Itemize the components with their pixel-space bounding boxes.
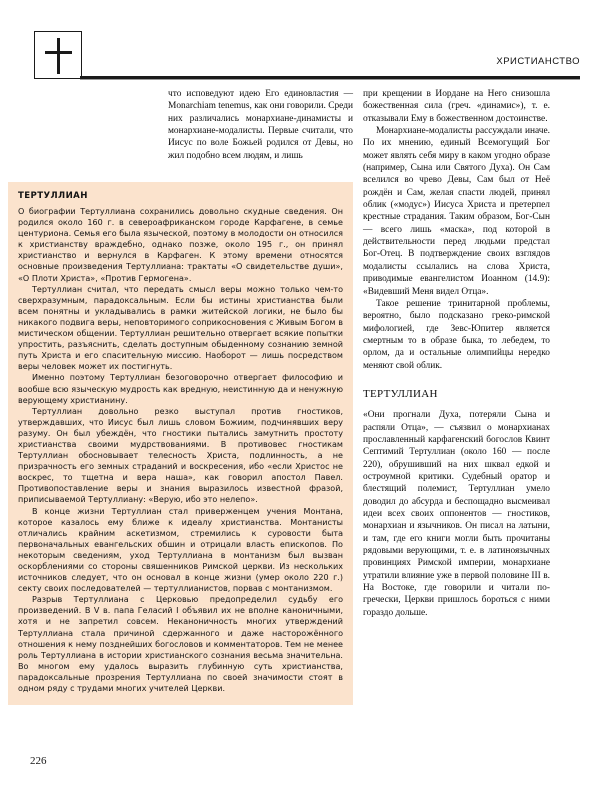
page-header bbox=[0, 0, 600, 80]
paragraph: что исповедуют идею Его единовластия — Monarchiam tenemus, как они говорили. Среди них различались монархиане-динамисты и монархиане-модалисты. Первые считали, что Иисус по воле Божьей родился от Девы, но жил подобно всем людям, и лишь bbox=[168, 89, 353, 161]
sidebar-panel-tertullian bbox=[8, 182, 353, 705]
sidebar-paragraph: О биографии Тертуллиана сохранились довольно скудные сведения. Он родился около 160 г. в североафриканском городе Карфагене, в семье центуриона. Семья его была языческой, поэтому в молодости он относился к христианству враждебно, однако позже, около 195 г., он принял христианство и вернулся в Карфаген. К этому времени относятся основные произведения Тертуллиана: трактаты «О свидетельстве души», «О Плоти Христа», «Против Гермогена». bbox=[18, 207, 343, 283]
cross-horizontal-bar bbox=[45, 51, 72, 54]
sidebar-body bbox=[18, 206, 343, 694]
sidebar-paragraph: В конце жизни Тертуллиан стал приверженцем учения Монтана, которое казалось ему ближе к идеалу христианства. Монтанисты отличались крайним аскетизмом, стремились к суровости быта первоначальных евангельских обшин и отрицали власть епископов. По некоторым сведениям, уход Тертуллиана в монтанизм был вызван оскорблениями со стороны свяшенников Римской церкви. Из нескольких источников следует, что он основал в конце жизни (умер около 220 г.) секту своих последователей — тертуллианистов, порвав с монтанизмом. bbox=[18, 506, 343, 594]
sidebar-paragraph: Тертуллиан довольно резко выступал против гностиков, утверждавших, что Иисус был лишь словом Божиим, подчинявших веру разуму. Он был убеждён, что гностики пытались замутнить простоту христианства своими мудрствованиями. В противовес гностикам Тертуллиан обосновывает телесность Христа, подлинность, а не призрачность его земных страданий и воскресения, ибо «если Христос не воскрес, то тщетна и вера наша», как говорил апостол Павел. Противопоставление веры и знания выразилось известной фразой, приписываемой Тертуллиану: «Верую, ибо это нелепо». bbox=[18, 406, 343, 505]
paragraph: Такое решение тринитарной проблемы, вероятно, было подсказано греко-римской мифологией, где Зевс-Юпитер является смертным то в образе быка, то лебедем, то орлом, да и остальные олимпийцы нередко меняют свой облик. bbox=[363, 298, 550, 371]
body-column-right bbox=[363, 88, 550, 619]
sidebar-paragraph: Тертуллиан считал, что передать смысл веры можно только чем-то сверхразумным, парадоксальным. Если бы истины христианства были всем понятны и укладывались в рамки житейской логики, не было бы никакого подвига веры, неповторимого соприкосновения с Живым Богом в мистическом общении. Тертуллиан решительно отвергает всякие попытки упростить, разъяснить, сделать доступным обыденному сознанию земной путь Христа и его спасительную миссию. Наоборот — лишь посредством веры человек может их постигнуть. bbox=[18, 284, 343, 372]
cross-emblem-icon bbox=[34, 31, 82, 79]
sidebar-paragraph: Разрыв Тертуллиана с Церковью предопределил судьбу его произведений. В V в. папа Геласий I объявил их не вполне каноничными, хотя и не запретил совсем. Неканоничность многих утверждений Тертуллиана стала причиной сдержанного и даже насторожённого отношения к нему позднейших богословов и комментаторов. Тем не менее роль Тертуллиана в истории христианского сознания весьма значительна. Во многом ему удалось выразить глубинную суть христианства, парадоксальные прозрения Тертуллиана по своей значимости стоят в одном ряду с трудами многих учителей Церкви. bbox=[18, 595, 343, 694]
paragraph: «Они прогнали Духа, потеряли Сына и распяли Отца», — съязвил о монархианах прославленный карфагенский богослов Квинт Септимий Тертуллиан (около 160 — после 220), обрушивший на них шквал едкой и остроумной критики. Судебный оратор и блестящий полемист, Тертуллиан умело доводил до абсурда и беспощадно высмеивал идеи всех своих оппонентов — гностиков, монархиан и язычников. Он писал на латыни, и там, где его книги могли быть прочитаны рядовыми верующими, т. е. в латиноязычных провинциях Римской империи, монархиане утратили влияние уже в первой половине III в. На Востоке, где говорили и читали по-гречески, Церкви пришлось бороться с ними гораздо дольше. bbox=[363, 410, 550, 618]
sidebar-paragraph: Именно поэтому Тертуллиан безоговорочно отвергает философию и вообше всю языческую мудрость как вредную, неистинную да и ненужную верующему христианину. bbox=[18, 373, 343, 405]
header-divider-rule bbox=[80, 76, 580, 79]
paragraph: Монархиане-модалисты рассуждали иначе. По их мнению, единый Всемогущий Бог может являть себя миру в каком угодно образе (например, Сына или Святого Духа). Он Сам вселился во чрево Девы, Сам был от Неё рождён и Сам, желая спасти людей, принял облик («модус») Иисуса Христа и претерпел крестные страдания. Таким образом, Бог-Сын — всего лишь «маска», под которой в действительности перед людьми предстал Бог-Отец. В подтверждение своих взглядов модалисты ссылались на слова Христа, приводимые евангелистом Иоанном (14.9): «Видевший Меня видел Отца». bbox=[363, 126, 550, 297]
page-number: 226 bbox=[30, 755, 47, 767]
running-title: ХРИСТИАНСТВО bbox=[496, 56, 580, 67]
cross-vertical-bar bbox=[57, 38, 60, 74]
sidebar-title: ТЕРТУЛЛИАН bbox=[18, 191, 88, 201]
section-heading-tertullian: ТЕРТУЛЛИАН bbox=[363, 387, 438, 400]
body-column-left bbox=[168, 88, 353, 162]
paragraph: при крещении в Иордане на Него снизошла божественная сила (греч. «динамис»), т. е. отказывали Ему в божественном достоинстве. bbox=[363, 89, 550, 124]
